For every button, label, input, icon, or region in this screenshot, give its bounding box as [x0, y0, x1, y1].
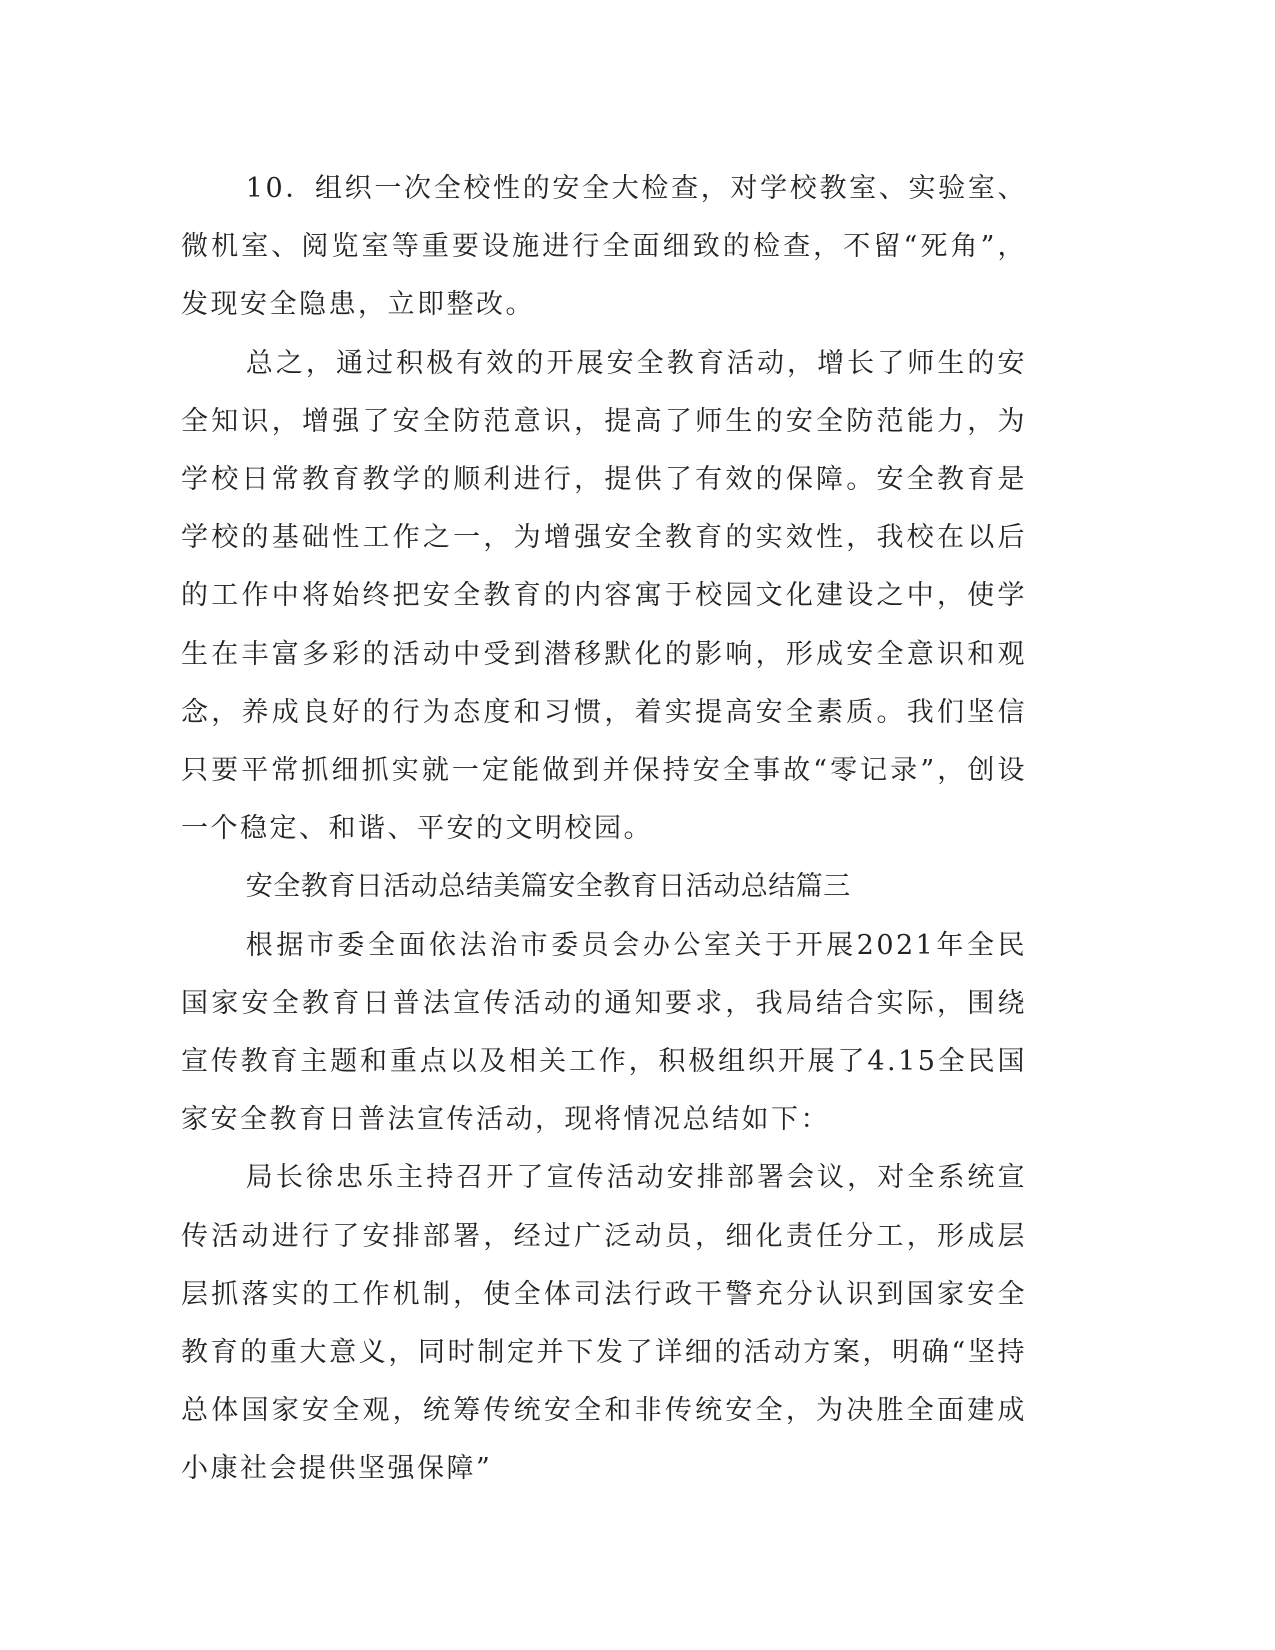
- paragraph-summary: 总之，通过积极有效的开展安全教育活动，增长了师生的安全知识，增强了安全防范意识，提高了师生的安全防范能力，为学校日常教育教学的顺利进行，提供了有效的保障。安全教育是学校的基础性工作之一，为增强安全教育的实效性，我校在以后的工作中将始终把安全教育的内容寓于校园文化建设之中，使学生在丰富多彩的活动中受到潜移默化的影响，形成安全意识和观念，养成良好的行为态度和习惯，着实提高安全素质。我们坚信只要平常抓细抓实就一定能做到并保持安全事故“零记录”，创设一个稳定、和谐、平安的文明校园。: [181, 347, 1027, 845]
- section-heading: 安全教育日活动总结美篇安全教育日活动总结篇三: [245, 871, 851, 903]
- paragraph-safety-inspection: 10．组织一次全校性的安全大检查，对学校教室、实验室、微机室、阅览室等重要设施进行全面细致的检查，不留“死角”，发现安全隐患，立即整改。: [181, 173, 1027, 321]
- paragraph-deployment-meeting: 局长徐忠乐主持召开了宣传活动安排部署会议，对全系统宣传活动进行了安排部署，经过广泛动员，细化责任分工，形成层层抓落实的工作机制，使全体司法行政干警充分认识到国家安全教育的重大意义，同时制定并下发了详细的活动方案，明确“坚持总体国家安全观，统筹传统安全和非传统安全，为决胜全面建成小康社会提供坚强保障”: [181, 1162, 1027, 1485]
- paragraph-notice-requirements: 根据市委全面依法治市委员会办公室关于开展2021年全民国家安全教育日普法宣传活动的通知要求，我局结合实际，围绕宣传教育主题和重点以及相关工作，积极组织开展了4.15全民国家安全教育日普法宣传活动，现将情况总结如下：: [181, 929, 1027, 1136]
- document-body: [181, 160, 1027, 1499]
